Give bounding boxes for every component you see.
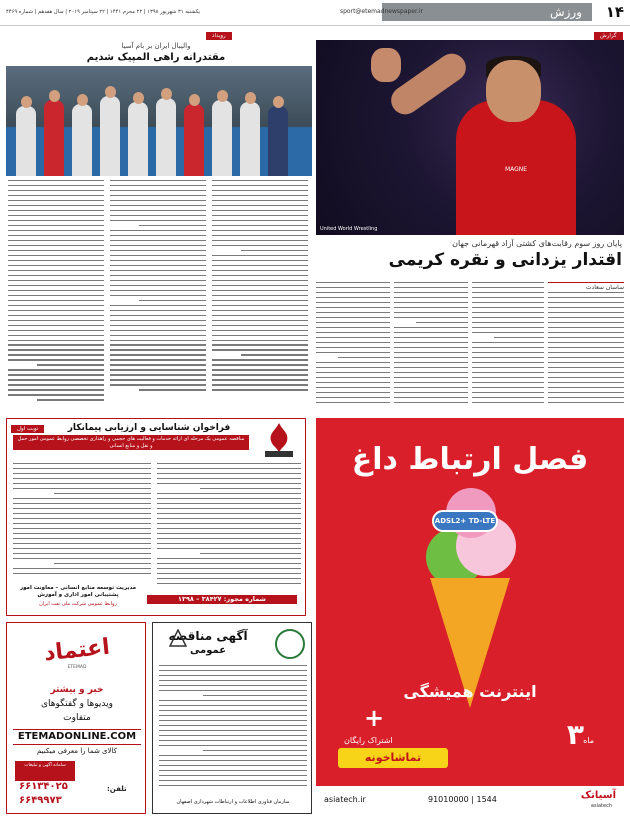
isfahan-logo-icon <box>275 629 305 659</box>
asiatech-footer <box>316 786 624 816</box>
wrestling-column-1 <box>316 282 390 412</box>
asiatech-months-label: ماه <box>583 736 594 745</box>
page-number: ۱۴ <box>605 3 624 21</box>
phone-number-1[interactable]: ۶۶۱۳۴۰۲۵ <box>19 781 68 792</box>
asiatech-service-badge: ADSL2+ TD-LTE <box>432 510 498 532</box>
tender-title: فراخوان شناسایی و ارزیابی پیمانکار <box>67 423 231 433</box>
municipal-tender-body <box>159 665 307 795</box>
volleyball-column-2 <box>110 180 206 410</box>
asiatech-subscription: اشتراک رایگان <box>344 736 393 745</box>
volleyball-column-1 <box>8 180 104 410</box>
tag-report: گزارش <box>594 32 623 40</box>
tamashakhooneh-badge: تماشاخونه <box>338 748 448 768</box>
tender-round-badge: نوبت اول <box>11 425 44 433</box>
wrestler-photo <box>316 40 624 235</box>
singlet-print: MAGNE <box>504 166 528 173</box>
wrestler-hand <box>371 48 401 82</box>
tender-footer-hr: مدیریت توسعه منابع انسانی – معاونت امور پشتیبانی امور اداری و آموزش <box>19 585 137 598</box>
municipal-emblem-icon <box>169 629 187 647</box>
wrestling-column-2 <box>394 282 468 412</box>
phone-label: تلفن: <box>107 785 127 793</box>
page-header <box>0 0 630 26</box>
etemad-card: سامانه آگهی و تبلیغات <box>15 761 75 781</box>
main-subhead: پایان روز سوم رقابت‌های کشتی آزاد قهرمانی جهان <box>452 239 622 248</box>
municipal-tender-ad[interactable] <box>152 622 312 814</box>
volleyball-column-3 <box>212 180 308 410</box>
etemad-line-1: خبر و بیشتر <box>50 685 104 695</box>
photo-credit: United World Wrestling <box>320 226 378 232</box>
etemad-slogan: کالای شما را معرفی میکنیم <box>37 747 117 755</box>
section-email[interactable]: sport@etemadnewspaper.ir <box>340 8 423 15</box>
volleyball-headline: مقتدرانه راهی المپیک شدیم <box>86 52 226 63</box>
etemad-line-3: متفاوت <box>63 713 91 723</box>
etemad-online-ad[interactable] <box>6 622 146 814</box>
etemad-url[interactable]: ETEMADONLINE.COM <box>13 729 141 745</box>
phone-number-2[interactable]: ۶۶۴۹۹۷۳ <box>19 795 62 806</box>
section-title: ورزش <box>382 3 592 21</box>
main-headline: اقتدار یزدانی و نقره کریمی <box>388 250 622 270</box>
volleyball-kicker: والیبال ایران بر بام آسیا <box>121 42 191 50</box>
wrestler-head <box>486 60 541 122</box>
asiatech-logo-sub: asiatech <box>590 803 612 809</box>
asiatech-plus: + <box>364 704 385 732</box>
asiatech-url[interactable]: asiatech.ir <box>324 795 366 804</box>
municipal-tender-title: آگهی مناقصه <box>168 629 248 643</box>
nioc-logo-icon <box>257 421 301 459</box>
volleyball-photo <box>6 66 312 176</box>
tender-body-left <box>13 463 151 581</box>
etemad-line-2: ویدیوها و گفتگوهای <box>41 699 113 709</box>
dateline: یکشنبه ۳۱ شهریور ۱۳۹۸ | ۲۲ محرم ۱۴۴۱ | ۲۲ سپتامبر ۲۰۱۹ | سال هفدهم | شماره ۴۴۶۹ <box>6 9 201 15</box>
wrestling-column-4 <box>548 292 624 412</box>
tender-footer-code: شماره مجوز: ۳۸۴۲۷ – ۱۳۹۸ <box>147 595 297 604</box>
municipal-tender-subtitle: عمومی <box>189 645 227 656</box>
column-author: ساسان سعادت <box>548 282 624 291</box>
tag-reporter: رویداد <box>206 32 232 40</box>
asiatech-logo: آسیاتک <box>580 790 616 801</box>
asiatech-tagline: اینترنت همیشگی <box>403 682 537 701</box>
etemad-logo-sub: ETEMAD <box>67 665 87 670</box>
asiatech-phone[interactable]: 91010000 | 1544 <box>428 795 497 804</box>
asiatech-months-number: ۳ <box>566 718 584 751</box>
tender-footer-pr: روابط عمومی شرکت ملی نفت ایران <box>39 601 117 607</box>
asiatech-ad[interactable] <box>316 418 624 816</box>
tender-body-right <box>157 463 301 593</box>
asiatech-title: فصل ارتباط داغ <box>351 442 589 477</box>
municipal-tender-footer: سازمان فناوری اطلاعات و ارتباطات شهرداری اصفهان <box>176 799 290 805</box>
wrestling-column-3 <box>472 282 544 412</box>
tender-description: مناقصه عمومی یک مرحله ای ارائه خدمات و فعالیت های حجمی و راهداری تخصصی روابط عمومی امور حمل و نقل و منابع انسانی <box>13 435 249 450</box>
tender-ad[interactable] <box>6 418 306 616</box>
etemad-logo: اعتماد <box>42 634 111 667</box>
